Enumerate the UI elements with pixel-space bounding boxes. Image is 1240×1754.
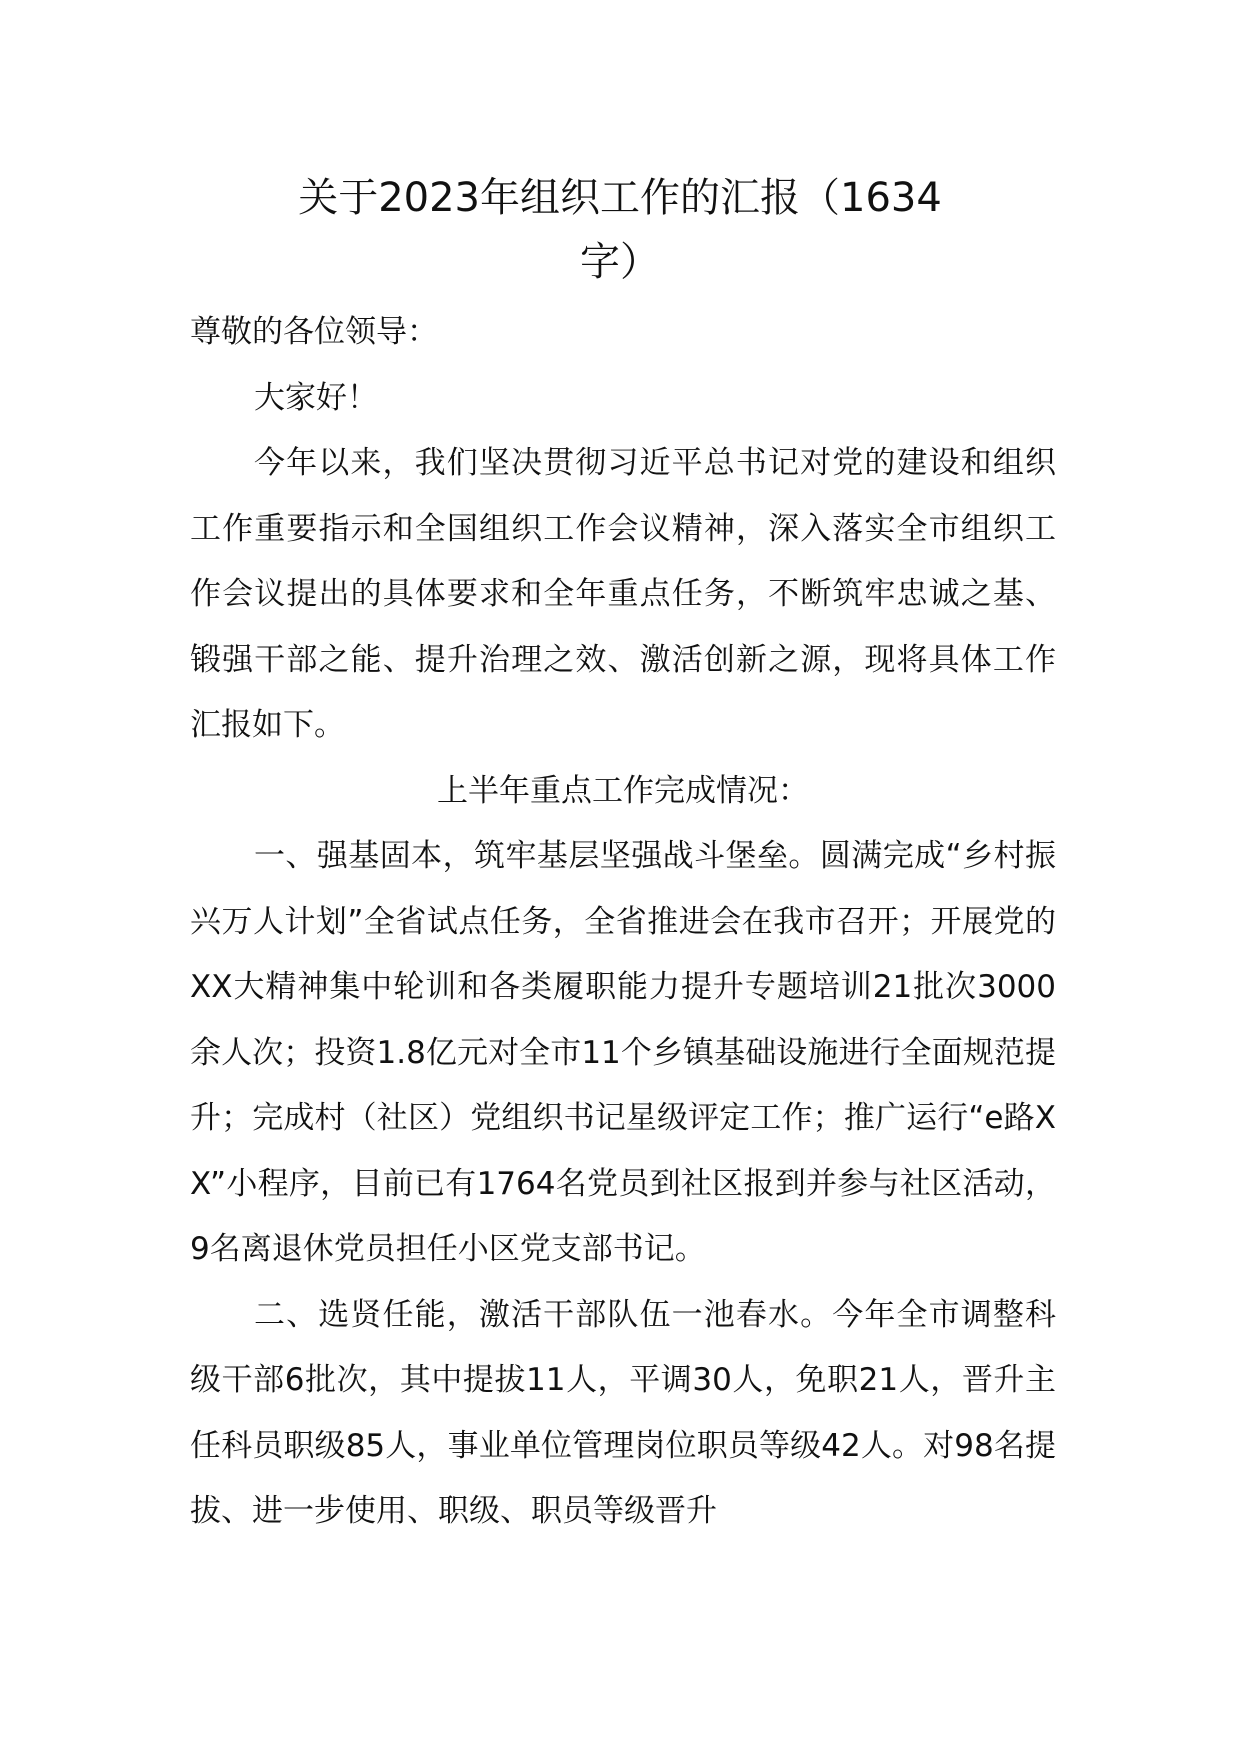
intro-paragraph: 今年以来，我们坚决贯彻习近平总书记对党的建设和组织工作重要指示和全国组织工作会议精神，深入落实全市组织工作会议提出的具体要求和全年重点任务，不断筑牢忠诚之基、锻强干部之能、提升治理之效、激活创新之源，现将具体工作汇报如下。 xyxy=(190,445,1056,743)
greeting: 大家好！ xyxy=(254,379,378,416)
title-line-1: 关于2023年组织工作的汇报（1634 xyxy=(298,175,942,221)
document-body xyxy=(190,300,1056,1545)
section-one-paragraph: 一、强基固本，筑牢基层坚强战斗堡垒。圆满完成“乡村振兴万人计划”全省试点任务，全省推进会在我市召开；开展党的XX大精神集中轮训和各类履职能力提升专题培训21批次3000余人次；投资1.8亿元对全市11个乡镇基础设施进行全面规范提升；完成村（社区）党组织书记星级评定工作；推广运行“e路XX”小程序，目前已有1764名党员到社区报到并参与社区活动，9名离退休党员担任小区党支部书记。 xyxy=(190,838,1056,1267)
title-line-2: 字） xyxy=(580,239,660,285)
section-two-paragraph: 二、选贤任能，激活干部队伍一池春水。今年全市调整科级干部6批次，其中提拔11人，平调30人，免职21人，晋升主任科员职级85人，事业单位管理岗位职员等级42人。对98名提拔、进一步使用、职级、职员等级晋升 xyxy=(190,1296,1056,1529)
document-title xyxy=(190,166,1050,294)
section-heading: 上半年重点工作完成情况： xyxy=(437,772,809,809)
salutation: 尊敬的各位领导： xyxy=(190,314,438,350)
